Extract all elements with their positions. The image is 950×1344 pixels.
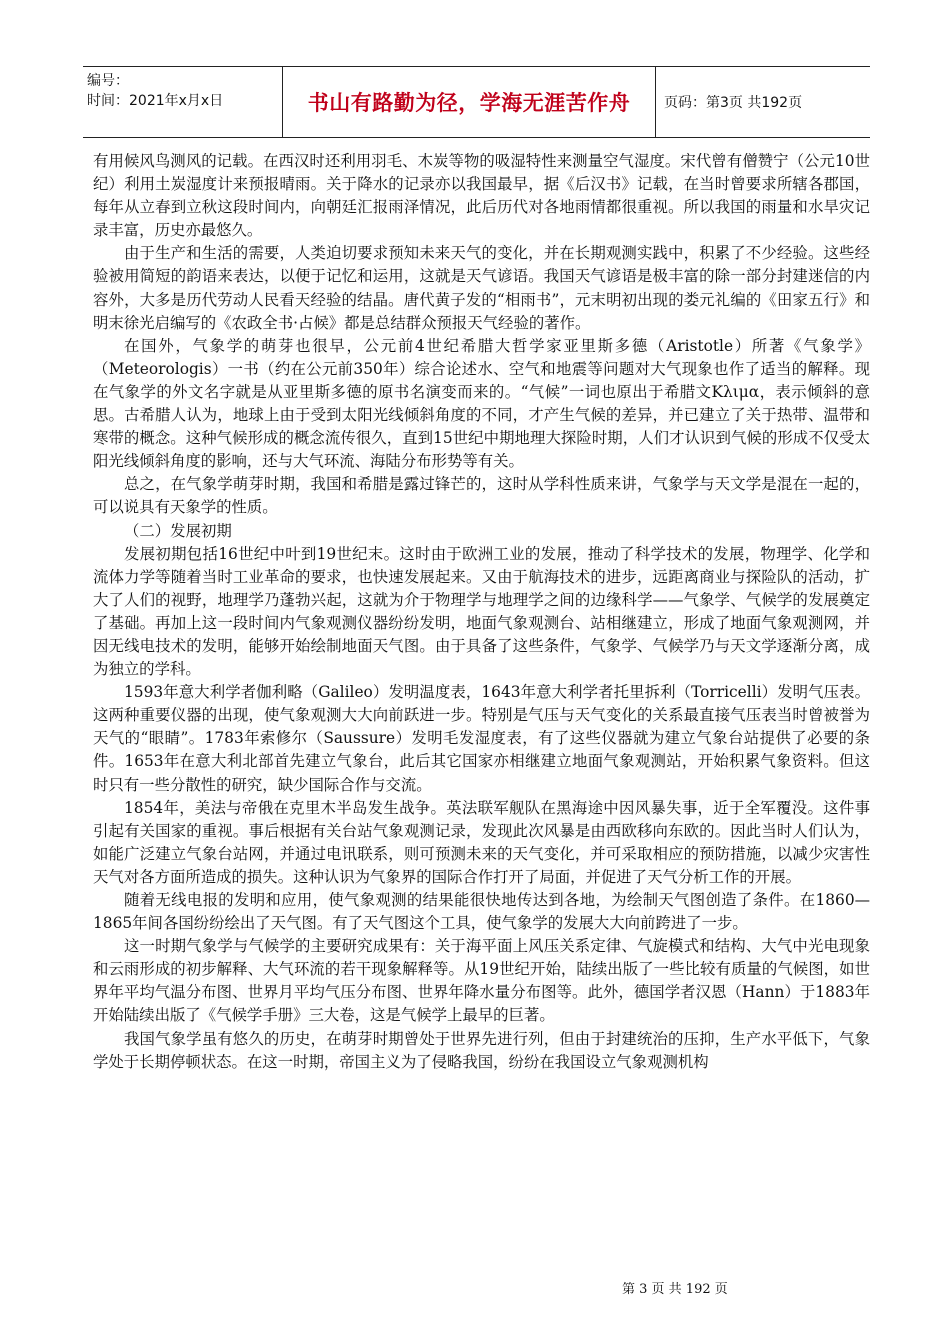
paragraph: 有用候风鸟测风的记载。在西汉时还利用羽毛、木炭等物的吸湿特性来测量空气湿度。宋代曾有僧赞宁（公元10世纪）利用土炭湿度计来预报晴雨。关于降水的记录亦以我国最早，据《后汉书》记载，在当时曾要求所辖各郡国，每年从立春到立秋这段时间内，向朝廷汇报雨泽情况，此后历代对各地雨情都很重视。所以我国的雨量和水旱灾记录丰富，历史亦最悠久。 [93,152,870,240]
paragraph: 在国外，气象学的萌芽也很早，公元前4世纪希腊大哲学家亚里斯多德（Aristotle）所著《气象学》（Meteorologis）一书（约在公元前350年）综合论述水、空气和地震等问题对大气现象也作了适当的解释。现在气象学的外文名字就是从亚里斯多德的原书名演变而来的。“气候”一词也原出于希腊文Κλιμα，表示倾斜的意思。古希腊人认为，地球上由于受到太阳光线倾斜角度的不同，才产生气候的差异，并已建立了关于热带、温带和寒带的概念。这种气候形成的概念流传很久，直到15世纪中期地理大探险时期，人们才认识到气候的形成不仅受太阳光线倾斜角度的影响，还与大气环流、海陆分布形势等有关。 [93,336,870,471]
paragraph: 总之，在气象学萌芽时期，我国和希腊是露过锋芒的，这时从学科性质来讲，气象学与天文学是混在一起的，可以说具有天象学的性质。 [93,475,870,517]
paragraph: 随着无线电报的发明和应用，使气象观测的结果能很快地传达到各地，为绘制天气图创造了条件。在1860—1865年间各国纷纷绘出了天气图。有了天气图这个工具，使气象学的发展大大向前跨进了一步。 [93,891,870,933]
page-footer: 第 3 页 共 192 页 [622,1282,728,1297]
paragraph: 1854年，美法与帝俄在克里木半岛发生战争。英法联军舰队在黑海途中因风暴失事，近于全军覆没。这件事引起有关国家的重视。事后根据有关台站气象观测记录，发现此次风暴是由西欧移向东欧的。因此当时人们认为，如能广泛建立气象台站网，并通过电讯联系，则可预测未来的天气变化，并可采取相应的预防措施，以减少灾害性天气对各方面所造成的损失。这种认识为气象界的国际合作打开了局面，并促进了天气分析工作的开展。 [93,798,870,886]
header-motto-cell [283,67,656,137]
document-body [93,150,870,1074]
paragraph: 这一时期气象学与气候学的主要研究成果有：关于海平面上风压关系定律、气旋模式和结构、大气中光电现象和云雨形成的初步解释、大气环流的若干现象解释等。从19世纪开始，陆续出版了一些比较有质量的气候图，如世界年平均气温分布图、世界月平均气压分布图、世界年降水量分布图等。此外，德国学者汉恩（Hann）于1883年开始陆续出版了《气候学手册》三大卷，这是气候学上最早的巨著。 [93,937,870,1025]
document-number: 编号： [87,73,129,89]
section-heading: （二）发展初期 [124,521,232,540]
paragraph: 发展初期包括16世纪中叶到19世纪末。这时由于欧洲工业的发展，推动了科学技术的发展，物理学、化学和流体力学等随着当时工业革命的要求，也快速发展起来。又由于航海技术的进步，远距离商业与探险队的活动，扩大了人们的视野，地理学乃蓬勃兴起，这就为介于物理学与地理学之间的边缘科学——气象学、气候学的发展奠定了基础。再加上这一段时间内气象观测仪器纷纷发明，地面气象观测台、站相继建立，形成了地面气象观测网，并因无线电技术的发明，能够开始绘制地面天气图。由于具备了这些条件，气象学、气候学乃与天文学逐渐分离，成为独立的学科。 [93,544,870,679]
header-meta [83,67,283,137]
paragraph: 由于生产和生活的需要，人类迫切要求预知未来天气的变化，并在长期观测实践中，积累了不少经验。这些经验被用简短的韵语来表达，以便于记忆和运用，这就是天气谚语。我国天气谚语是极丰富的除一部分封建迷信的内容外，大多是历代劳动人民看天经验的结晶。唐代黄子发的“相雨书”，元末明初出现的娄元礼编的《田家五行》和明末徐光启编写的《农政全书·占候》都是总结群众预报天气经验的著作。 [93,244,870,332]
header-motto: 书山有路勤为径，学海无涯苦作舟 [307,91,631,115]
header-page-number: 页码：第3页 共192页 [664,95,803,111]
page-header [83,66,870,138]
document-time: 时间：2021年x月x日 [87,93,224,109]
paragraph: 1593年意大利学者伽利略（Galileo）发明温度表，1643年意大利学者托里拆利（Torricelli）发明气压表。这两种重要仪器的出现，使气象观测大大向前跃进一步。特别是气压与天气变化的关系最直接气压表当时曾被誉为天气的“眼睛”。1783年索修尔（Saussure）发明毛发湿度表，有了这些仪器就为建立气象台站提供了必要的条件。1653年在意大利北部首先建立气象台，此后其它国家亦相继建立地面气象观测站，开始积累气象资料。但这时只有一些分散性的研究，缺少国际合作与交流。 [93,683,870,794]
paragraph: 我国气象学虽有悠久的历史，在萌芽时期曾处于世界先进行列，但由于封建统治的压抑，生产水平低下，气象学处于长期停顿状态。在这一时期，帝国主义为了侵略我国，纷纷在我国设立气象观测机构 [93,1029,870,1071]
header-page-cell [656,67,870,137]
